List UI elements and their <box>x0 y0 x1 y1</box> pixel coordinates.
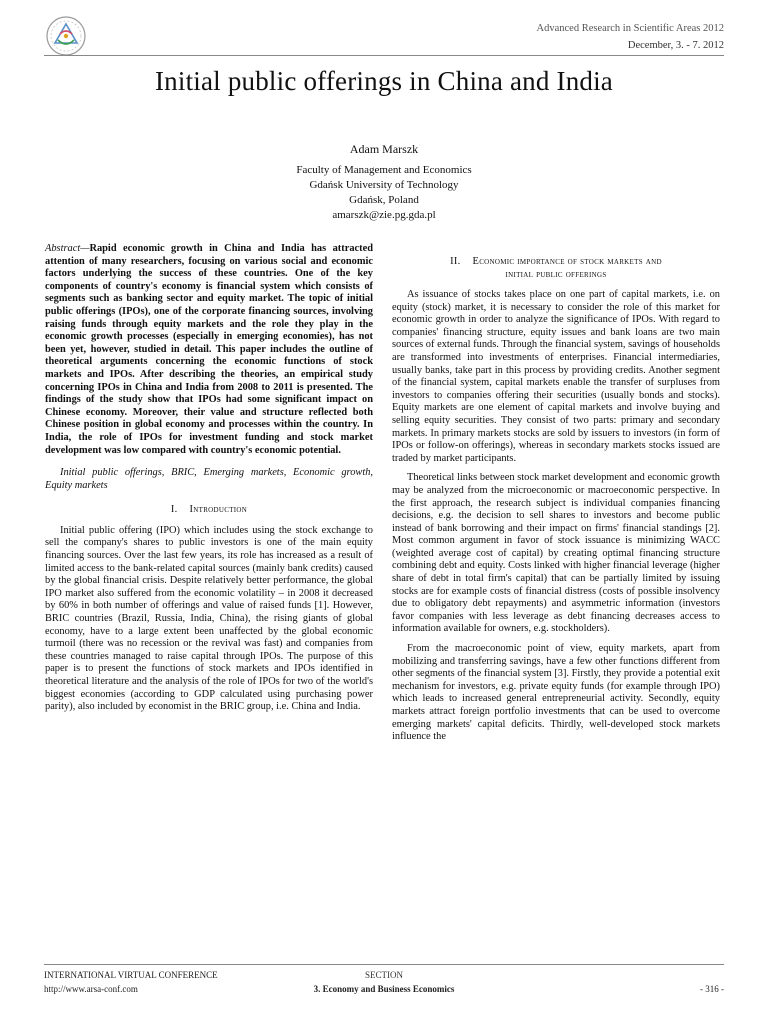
abstract <box>45 243 373 457</box>
left-column <box>45 243 373 721</box>
footer-conference: INTERNATIONAL VIRTUAL CONFERENCE <box>44 970 218 980</box>
section-title-line-2: initial public offerings <box>505 269 607 280</box>
footer-url[interactable]: http://www.arsa-conf.com <box>44 984 138 994</box>
section-title: Introduction <box>189 504 248 516</box>
body-paragraph: Theoretical links between stock market development and economic growth may be analyzed from the microeconomic or macroeconomic perspective. In the first approach, the research subject is individual companies financing decisions, e.g. the decision to sell shares to investors and become public instead of bank borrowing and their impact on firms' financial standings [2]. Most common argument in favor of stock issuance is minimizing WACC (weighted average cost of capital) by creating optimal financing structure combining debt and equity. Costs linked with higher financial leverage (higher share of debt in total firm's capital) that can be partially limited by issuing stocks are for example costs of financial distress (costs of possible insolvency due to obligatory debt repayments) and asymmetric information (investors favor companies with less leverage as debt financing decreases access to information available for owners, e.g. stockholders). <box>392 472 720 635</box>
conference-logo-icon <box>44 14 88 58</box>
footer-center <box>0 968 768 996</box>
page-number: - 316 - <box>700 984 724 994</box>
affiliation-location: Gdańsk, Poland <box>349 194 419 206</box>
section-number: II. <box>450 256 461 267</box>
right-column <box>392 255 720 751</box>
header-date: December, 3. - 7. 2012 <box>627 40 724 51</box>
section-title-line-1: Economic importance of stock markets and <box>472 256 662 267</box>
abstract-lead: Abstract— <box>45 243 90 254</box>
author-block <box>0 142 768 223</box>
running-header <box>537 20 724 54</box>
author-email[interactable]: amarszk@zie.pg.gda.pl <box>332 209 436 221</box>
intro-paragraph: Initial public offering (IPO) which includes using the stock exchange to sell the company's shares to public investors is one of the main equity financing sources. Over the last few years, its role has increased as a result of limited access to the bank-related capital sources (mainly bank credits) caused by the global financial crisis. Despite relatively better performance, the global IPO market also suffered from the economic volatility – in 2008 it decreased by 60% in both number of offerings and value of raised funds [1]. However, BRIC countries (Brazil, Russia, India, China), the rising giants of global economy, have to a large extent been unaffected by the global economic turmoil (there was no recession or the revival was fast) and companies from these countries managed to raise capital through IPOs. The purpose of this paper is to present the functions of stock markets and IPOs identified in theoretical literature and the analysis of the role of IPOs for two of the world's biggest economies (according to GDP calculated using purchasing power parity), also included by economist in the BRIC group, i.e. China and India. <box>45 524 373 713</box>
author-name: Adam Marszk <box>349 142 419 156</box>
abstract-text: Rapid economic growth in China and India has attracted attention of many researchers, focusing on various social and economic factors underlying the success of these countries. One of the key components of country's economy is financial system which consists of segments such as banking sector and equity market. The topic of initial public offerings (IPOs), one of the corporate financing sources, involving raising funds through equity markets and the role they play in the economic growth processes (especially in emerging economies), has not been yet, however, studied in detail. This paper includes the outline of theoretical arguments concerning the economic functions of stock markets and IPOs. After describing the theories, an empirical study concerning IPOs in China and India from 2008 to 2011 is presented. The findings of the study show that IPOs had some significant impact on Chinese economy. Moreover, their value and structure reflected both Chinese position in global economy and processes within the country. In India, the role of IPOs for investment funding and stock market development was low compared with country's economic potential. <box>45 243 373 456</box>
section-heading-economic-importance <box>392 255 720 281</box>
body-paragraph: From the macroeconomic point of view, equity markets, apart from mobilizing and transferring savings, have a few other functions different from other segments of the financial system [3]. Firstly, they provide a potential exit mechanism for investors, e.g. private equity funds (for example through IPO) which leads to increased general entrepreneurial activity. Secondly, equity markets attract foreign portfolio investments that can be used to overcome emerging markets' capital deficits. Thirdly, well-developed stock markets influence the <box>392 643 720 743</box>
keywords: Initial public offerings, BRIC, Emerging markets, Economic growth, Equity markets <box>45 467 373 491</box>
section-number: I. <box>170 504 178 516</box>
footer-section-name: 3. Economy and Business Economics <box>313 984 455 994</box>
paper-title: Initial public offerings in China and India <box>154 66 613 96</box>
header-divider <box>44 55 724 56</box>
footer-section-label: SECTION <box>365 970 403 980</box>
header-conference: Advanced Research in Scientific Areas 2012 <box>536 23 724 34</box>
affiliation-faculty: Faculty of Management and Economics <box>296 164 472 176</box>
affiliation-university: Gdańsk University of Technology <box>309 179 459 191</box>
section-heading-introduction <box>45 504 373 517</box>
body-paragraph: As issuance of stocks takes place on one part of capital markets, i.e. on equity (stock) market, it is necessary to consider the role of this market for economic growth in order to analyze the significance of IPOs. With regard to companies' financing structure, equity issues and bank loans are two main sources of external funds. Through the financial system, savings of households are transformed into investments of enterprises. Financial intermediaries, usually banks, take part in this process by providing credits. Another segment of the financial system, capital markets enable the transfer of surpluses from investors to companies offering their securities (usually bonds and stocks). Equity markets are one element of capital markets and involve buying and selling equity securities. They consist of two parts: primary and secondary markets. In primary markets stocks are sold by issuers to investors (in form of IPOs or follow-on offerings), whereas in secondary markets stocks issued are traded by market participants. <box>392 289 720 464</box>
footer-divider <box>44 964 724 965</box>
